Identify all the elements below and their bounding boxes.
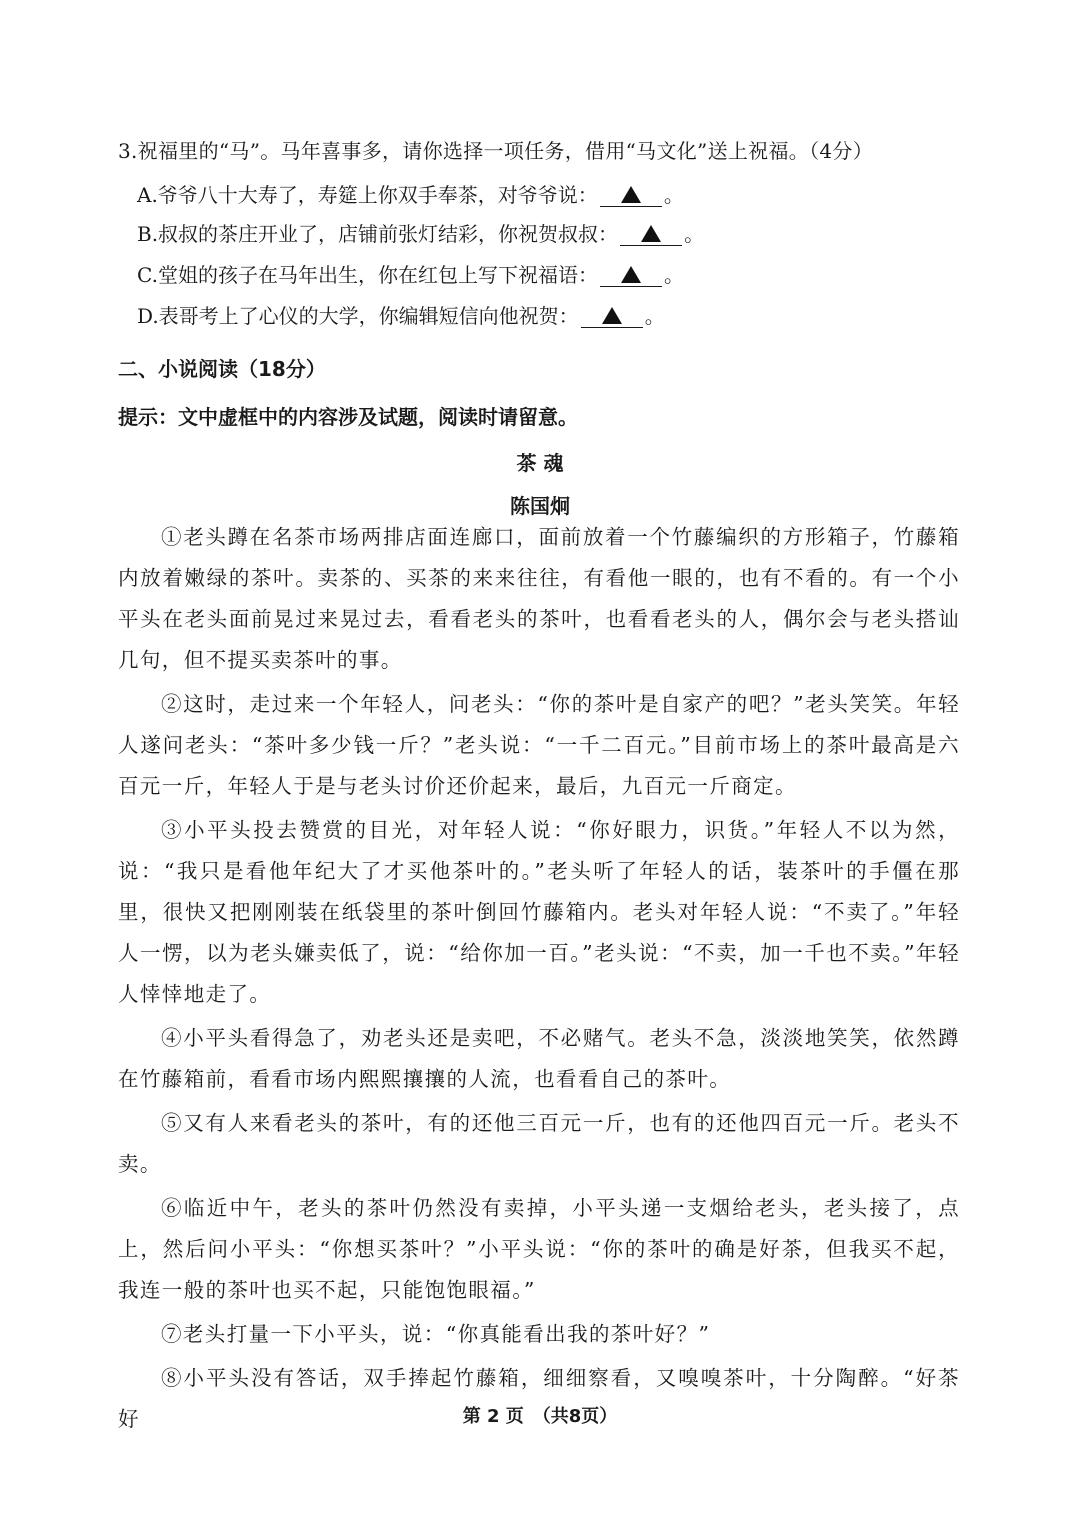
story-author: 陈国炯 xyxy=(510,494,570,518)
triangle-marker-icon xyxy=(621,266,641,283)
triangle-marker-icon xyxy=(602,307,622,324)
question-3-stem: 3.祝福里的“马”。马年喜事多，请你选择一项任务，借用“马文化”送上祝福。（4分） xyxy=(118,139,874,163)
option-b-text: B.叔叔的茶庄开业了，店铺前张灯结彩，你祝贺叔叔： xyxy=(137,222,619,246)
option-d-text: D.表哥考上了心仪的大学，你编辑短信向他祝贺： xyxy=(137,304,579,328)
answer-blank[interactable] xyxy=(600,184,662,207)
story-title: 茶 魂 xyxy=(516,451,564,475)
section-heading: 二、小说阅读（18分） xyxy=(118,357,326,381)
story-paragraph: ②这时，走过来一个年轻人，问老头：“你的茶叶是自家产的吧？”老头笑笑。年轻人遂问老头：“茶叶多少钱一斤？”老头说：“一千二百元。”目前市场上的茶叶最高是六百元一斤，年轻人于是与老头讨价还价起来，最后，九百元一斤商定。 xyxy=(118,692,960,798)
story-paragraph: ⑧小平头没有答话，双手捧起竹藤箱，细细察看，又嗅嗅茶叶，十分陶醉。“好茶好 xyxy=(118,1366,960,1431)
option-c: C.堂姐的孩子在马年出生，你在红包上写下祝福语： 。 xyxy=(137,263,684,287)
reading-tip: 提示：文中虚框中的内容涉及试题，阅读时请留意。 xyxy=(118,405,578,429)
option-d: D.表哥考上了心仪的大学，你编辑短信向他祝贺： 。 xyxy=(137,304,665,328)
story-paragraph: ④小平头看得急了，劝老头还是卖吧，不必赌气。老头不急，淡淡地笑笑，依然蹲在竹藤箱前，看看市场内熙熙攘攘的人流，也看看自己的茶叶。 xyxy=(118,1026,960,1091)
option-b: B.叔叔的茶庄开业了，店铺前张灯结彩，你祝贺叔叔： 。 xyxy=(137,222,705,246)
story-paragraph: ⑥临近中午，老头的茶叶仍然没有卖掉，小平头递一支烟给老头，老头接了，点上，然后问小平头：“你想买茶叶？”小平头说：“你的茶叶的确是好茶，但我买不起，我连一般的茶叶也买不起，只能饱饱眼福。” xyxy=(118,1196,960,1302)
story-paragraph: ③小平头投去赞赏的目光，对年轻人说：“你好眼力，识货。”年轻人不以为然，说：“我只是看他年纪大了才买他茶叶的。”老头听了年轻人的话，装茶叶的手僵在那里，很快又把刚刚装在纸袋里的茶叶倒回竹藤箱内。老头对年轻人说：“不卖了。”年轻人一愣，以为老头嫌卖低了，说：“给你加一百。”老头说：“不卖，加一千也不卖。”年轻人悻悻地走了。 xyxy=(118,818,960,1006)
story-paragraph: ⑦老头打量一下小平头，说：“你真能看出我的茶叶好？” xyxy=(161,1322,711,1346)
option-a-text: A.爷爷八十大寿了，寿筵上你双手奉茶，对爷爷说： xyxy=(137,183,598,207)
story-paragraph: ①老头蹲在名茶市场两排店面连廊口，面前放着一个竹藤编织的方形箱子，竹藤箱内放着嫩绿的茶叶。卖茶的、买茶的来来往往，有看他一眼的，也有不看的。有一个小平头在老头面前晃过来晃过去，看看老头的茶叶，也看看老头的人，偶尔会与老头搭讪几句，但不提买卖茶叶的事。 xyxy=(118,525,960,672)
page-number: 第 2 页 （共8页） xyxy=(462,1406,618,1427)
story-paragraph: ⑤又有人来看老头的茶叶，有的还他三百元一斤，也有的还他四百元一斤。老头不卖。 xyxy=(118,1111,960,1176)
option-c-text: C.堂姐的孩子在马年出生，你在红包上写下祝福语： xyxy=(137,263,598,287)
triangle-marker-icon xyxy=(621,186,641,203)
triangle-marker-icon xyxy=(641,225,661,242)
answer-blank[interactable] xyxy=(600,264,662,287)
story-body xyxy=(118,517,960,1443)
option-a: A.爷爷八十大寿了，寿筵上你双手奉茶，对爷爷说： 。 xyxy=(137,183,684,207)
answer-blank[interactable] xyxy=(620,223,682,246)
answer-blank[interactable] xyxy=(581,305,643,328)
